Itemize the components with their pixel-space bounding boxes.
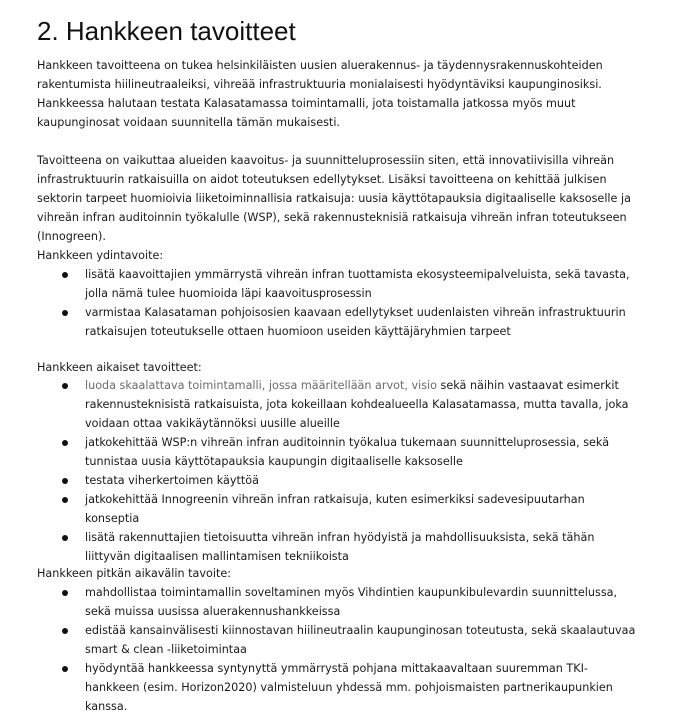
bullet-icon [62,535,68,541]
bullet-icon [62,590,68,596]
bullet-icon [62,272,68,278]
core-goal-heading: Hankkeen ydintavoite: [37,249,164,262]
bullet-icon [62,628,68,634]
list-item-text: sekä näihin vastaavat esimerkit rakennusteknisistä ratkaisuista, jota kokeillaan kohdealueella Kalasatamassa, mutta tavalla, joka voidaan ottaa vakikäytännöksi uusille alueille [85,379,629,430]
list-item-text: lisätä kaavoittajien ymmärrystä vihreän infran tuottamista ekosysteemipalveluista, sekä tavasta, jolla nämä tulee huomioida läpi kaavoitusprosessin [85,268,630,300]
list-item [0,621,640,659]
list-item [0,433,640,471]
project-goals-list [0,376,682,566]
bullet-icon [62,383,68,389]
intro-paragraph: Hankkeen tavoitteena on tukea helsinkiläisten uusien aluerakennus- ja täydennysrakennuskohteiden rakentumista hiilineutraaleiksi, vihreää infrastruktuuria monialaisesti hyödyntäviksi kaupunginosiksi. Hankkeessa halutaan testata Kalasatamassa toimintamalli, jota toistamalla jatkossa myös muut kaupunginosat voidaan suunnitella tämän mukaisesti. [37,59,603,129]
bullet-icon [62,310,68,316]
list-item-text: lisätä rakennuttajien tietoisuutta vihreän infran hyödyistä ja mahdollisuuksista, sekä tähän liittyvän digitaalisen mallintamisen tekniikoista [85,531,595,563]
bullet-icon [62,440,68,446]
list-item [0,583,640,621]
list-item [0,490,640,528]
goal-paragraph: Tavoitteena on vaikuttaa alueiden kaavoitus- ja suunnitteluprosessiin siten, että innovatiivisilla vihreän infrastruktuurin ratkaisuilla on aidot toteutuksen edellytykset. Lisäksi tavoitteena on kehittää julkisen sektorin tarpeet huomioivia liiketoiminnallisia ratkaisuja: uusia käyttötapauksia digitaaliselle kaksoselle ja vihreän infran auditoinnin työkalulle (WSP), sekä rakennusteknisiä ratkaisuja vihreän infran toteutukseen (Innogreen). [37,154,631,243]
list-item [0,471,640,490]
long-term-goal-list [0,583,682,716]
list-item-text: edistää kansainvälisesti kiinnostavan hiilineutraalin kaupunginosan toteutusta, sekä skaalautuvaa smart & clean -liiketoimintaa [85,624,636,656]
list-item [0,303,640,341]
list-item-text: jatkokehittää WSP:n vihreän infran auditoinnin työkalua tukemaan suunnitteluprosessia, sekä tunnistaa uusia käyttötapauksia kaupungin digitaaliselle kaksoselle [85,436,610,468]
list-item-text: jatkokehittää Innogreenin vihreän infran ratkaisuja, kuten esimerkiksi sadevesipuutarhan konseptia [85,493,585,525]
project-goals-heading: Hankkeen aikaiset tavoitteet: [37,361,202,374]
bullet-icon [62,497,68,503]
list-item [0,376,640,433]
list-item-text: testata viherkertoimen käyttöä [85,474,260,487]
list-item-text: hyödyntää hankkeessa syntynyttä ymmärrystä pohjana mittakaavaltaan suuremman TKI-hankkeen (esim. Horizon2020) valmisteluun yhdessä mm. pohjoismaisten partnerikaupunkien kanssa. [85,662,613,713]
list-item [0,659,640,716]
bullet-icon [62,666,68,672]
list-item-grey-text: luoda skaalattava toimintamalli, jossa määritellään arvot, visio [85,379,437,392]
list-item-text: mahdollistaa toimintamallin soveltaminen myös Vihdintien kaupunkibulevardin suunnittelussa, sekä muissa uusissa aluerakennushankkeissa [85,586,618,618]
list-item [0,265,640,303]
list-item-text: varmistaa Kalasataman pohjoisosien kaavaan edellytykset uudenlaisten vihreän infrastruktuurin ratkaisujen toteutukselle ottaen huomioon useiden käyttäjäryhmien tarpeet [85,306,626,338]
core-goal-list [0,265,682,341]
long-term-goal-heading: Hankkeen pitkän aikavälin tavoite: [37,567,232,580]
list-item [0,528,640,566]
bullet-icon [62,478,68,484]
page-title: 2. Hankkeen tavoitteet [37,16,296,46]
